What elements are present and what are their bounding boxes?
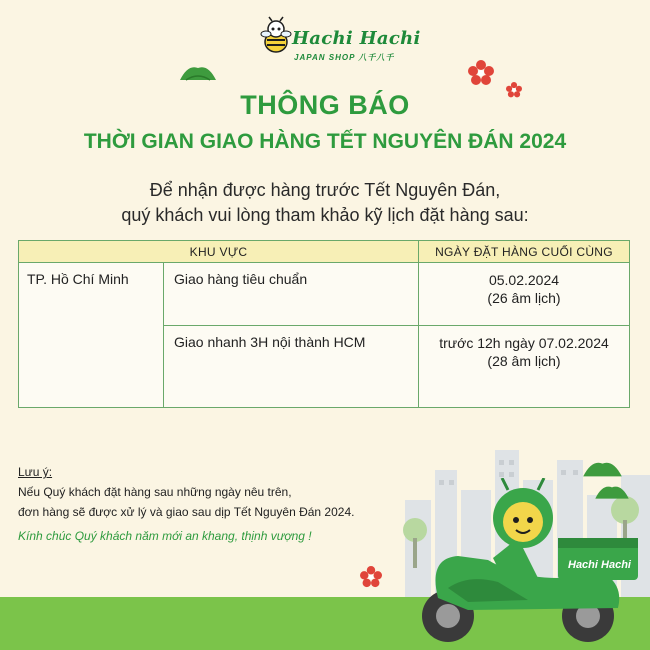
delivery-scooter-illustration (408, 478, 650, 650)
plum-flower-icon (360, 566, 382, 588)
intro-text (0, 178, 650, 228)
brand-logo (258, 16, 421, 66)
header-region: KHU VỰC (19, 241, 419, 263)
page-title: THÔNG BÁO (240, 90, 410, 120)
intro-line: quý khách vui lòng tham khảo kỹ lịch đặt hàng sau: (121, 205, 529, 225)
header-deadline: NGÀY ĐẶT HÀNG CUỐI CÙNG (419, 241, 630, 263)
pine-icon (178, 60, 218, 88)
brand-name: Hachi Hachi (292, 28, 421, 49)
table-row (19, 263, 630, 326)
intro-line: Để nhận được hàng trước Tết Nguyên Đán, (149, 180, 501, 200)
page-subtitle: THỜI GIAN GIAO HÀNG TẾT NGUYÊN ĐÁN 2024 (83, 130, 567, 153)
table-header-row (19, 241, 630, 263)
plum-flower-icon (468, 60, 494, 86)
deadline-cell (419, 326, 630, 408)
note-line: Nếu Quý khách đặt hàng sau những ngày nêu trên, (18, 485, 292, 499)
deadline-date: 05.02.2024 (488, 272, 560, 288)
note-line: đơn hàng sẽ được xử lý và giao sau dịp Tết Nguyên Đán 2024. (18, 505, 355, 519)
service-cell: Giao hàng tiêu chuẩn (164, 263, 419, 326)
city-cell: TP. Hồ Chí Minh (19, 263, 164, 408)
box-label: Hachi Hachi (568, 559, 631, 571)
bee-mascot-icon (258, 16, 294, 56)
brand-tagline: JAPAN SHOP 八千八千 (294, 53, 395, 62)
deadline-cell (419, 263, 630, 326)
note-label: Lưu ý: (18, 465, 53, 479)
note-block (18, 462, 354, 546)
deadline-lunar: (28 âm lịch) (487, 353, 561, 369)
deadline-lunar: (26 âm lịch) (487, 290, 561, 306)
deadline-date: trước 12h ngày 07.02.2024 (439, 335, 609, 351)
delivery-schedule-table (18, 240, 630, 408)
new-year-wish: Kính chúc Quý khách năm mới an khang, thịnh vượng ! (18, 529, 312, 543)
service-cell: Giao nhanh 3H nội thành HCM (164, 326, 419, 408)
